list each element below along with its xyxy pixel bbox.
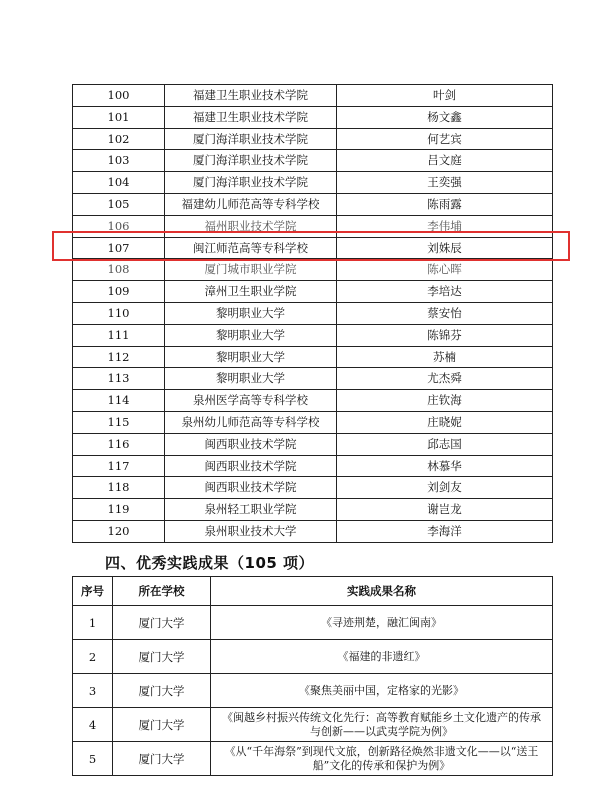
school-cell: 厦门大学 [113, 674, 211, 708]
header-school: 所在学校 [113, 577, 211, 606]
table-row [73, 520, 553, 542]
table-row [73, 281, 553, 303]
name-cell: 陈锦芬 [337, 324, 553, 346]
school-cell: 厦门海洋职业技术学院 [165, 150, 337, 172]
table-row [73, 674, 553, 708]
name-cell: 蔡安怡 [337, 302, 553, 324]
table-row [73, 368, 553, 390]
name-cell: 苏楠 [337, 346, 553, 368]
result-title-cell: 《从“千年海祭”到现代文旅，创新路径焕然非遗文化——以“送王船”文化的传承和保护为例》 [211, 742, 553, 776]
row-number: 108 [73, 259, 165, 281]
row-number: 101 [73, 106, 165, 128]
name-cell: 刘剑友 [337, 477, 553, 499]
school-cell: 厦门大学 [113, 708, 211, 742]
school-cell: 福州职业技术学院 [165, 215, 337, 237]
table-row [73, 742, 553, 776]
table-row [73, 302, 553, 324]
name-cell: 邱志国 [337, 433, 553, 455]
name-cell: 陈心晖 [337, 259, 553, 281]
table-row [73, 128, 553, 150]
school-cell: 厦门大学 [113, 742, 211, 776]
table-row [73, 499, 553, 521]
awardee-table [72, 84, 553, 543]
row-number: 113 [73, 368, 165, 390]
table-row [73, 606, 553, 640]
name-cell: 庄晓妮 [337, 411, 553, 433]
name-cell: 林慕华 [337, 455, 553, 477]
table-row [73, 708, 553, 742]
header-title: 实践成果名称 [211, 577, 553, 606]
row-number: 107 [73, 237, 165, 259]
school-cell: 泉州轻工职业学院 [165, 499, 337, 521]
row-number: 106 [73, 215, 165, 237]
row-number: 105 [73, 193, 165, 215]
row-number: 110 [73, 302, 165, 324]
school-cell: 闽江师范高等专科学校 [165, 237, 337, 259]
school-cell: 黎明职业大学 [165, 368, 337, 390]
header-number: 序号 [73, 577, 113, 606]
name-cell: 李伟埔 [337, 215, 553, 237]
row-number: 2 [73, 640, 113, 674]
school-cell: 厦门海洋职业技术学院 [165, 172, 337, 194]
school-cell: 福建卫生职业技术学院 [165, 85, 337, 107]
table-row [73, 390, 553, 412]
name-cell: 吕文庭 [337, 150, 553, 172]
name-cell: 庄钦海 [337, 390, 553, 412]
row-number: 100 [73, 85, 165, 107]
school-cell: 闽西职业技术学院 [165, 477, 337, 499]
table-row [73, 150, 553, 172]
section-title: 四、优秀实践成果（105 项） [105, 554, 315, 572]
name-cell: 李培达 [337, 281, 553, 303]
row-number: 116 [73, 433, 165, 455]
school-cell: 福建幼儿师范高等专科学校 [165, 193, 337, 215]
table-row [73, 455, 553, 477]
table-header-row [73, 577, 553, 606]
name-cell: 何艺宾 [337, 128, 553, 150]
table-row [73, 346, 553, 368]
row-number: 111 [73, 324, 165, 346]
row-number: 115 [73, 411, 165, 433]
table-row [73, 85, 553, 107]
name-cell: 陈雨露 [337, 193, 553, 215]
name-cell: 刘姝辰 [337, 237, 553, 259]
row-number: 120 [73, 520, 165, 542]
table-row [73, 477, 553, 499]
name-cell: 李海洋 [337, 520, 553, 542]
table-row [73, 640, 553, 674]
row-number: 103 [73, 150, 165, 172]
school-cell: 闽西职业技术学院 [165, 433, 337, 455]
name-cell: 杨文鑫 [337, 106, 553, 128]
result-title-cell: 《寻迹荆楚，融汇闽南》 [211, 606, 553, 640]
row-number: 4 [73, 708, 113, 742]
table-row [73, 215, 553, 237]
school-cell: 福建卫生职业技术学院 [165, 106, 337, 128]
row-number: 119 [73, 499, 165, 521]
school-cell: 厦门城市职业学院 [165, 259, 337, 281]
school-cell: 厦门海洋职业技术学院 [165, 128, 337, 150]
row-number: 109 [73, 281, 165, 303]
row-number: 5 [73, 742, 113, 776]
school-cell: 泉州医学高等专科学校 [165, 390, 337, 412]
result-title-cell: 《聚焦美丽中国，定格家的光影》 [211, 674, 553, 708]
school-cell: 厦门大学 [113, 606, 211, 640]
table-row [73, 259, 553, 281]
school-cell: 泉州职业技术大学 [165, 520, 337, 542]
table-row [73, 106, 553, 128]
school-cell: 黎明职业大学 [165, 302, 337, 324]
name-cell: 叶剑 [337, 85, 553, 107]
row-number: 117 [73, 455, 165, 477]
table-row [73, 324, 553, 346]
row-number: 3 [73, 674, 113, 708]
school-cell: 厦门大学 [113, 640, 211, 674]
school-cell: 闽西职业技术学院 [165, 455, 337, 477]
table-row [73, 433, 553, 455]
practice-results-table [72, 576, 553, 776]
row-number: 1 [73, 606, 113, 640]
table-row [73, 193, 553, 215]
result-title-cell: 《福建的非遗红》 [211, 640, 553, 674]
name-cell: 谢岂龙 [337, 499, 553, 521]
table-row [73, 411, 553, 433]
school-cell: 泉州幼儿师范高等专科学校 [165, 411, 337, 433]
name-cell: 尤杰舜 [337, 368, 553, 390]
row-number: 112 [73, 346, 165, 368]
school-cell: 漳州卫生职业学院 [165, 281, 337, 303]
result-title-cell: 《闽越乡村振兴传统文化先行：高等教育赋能乡土文化遗产的传承与创新——以武夷学院为例》 [211, 708, 553, 742]
name-cell: 王奕强 [337, 172, 553, 194]
table-row-highlighted [73, 237, 553, 259]
row-number: 118 [73, 477, 165, 499]
table-row [73, 172, 553, 194]
row-number: 114 [73, 390, 165, 412]
row-number: 102 [73, 128, 165, 150]
row-number: 104 [73, 172, 165, 194]
school-cell: 黎明职业大学 [165, 324, 337, 346]
school-cell: 黎明职业大学 [165, 346, 337, 368]
